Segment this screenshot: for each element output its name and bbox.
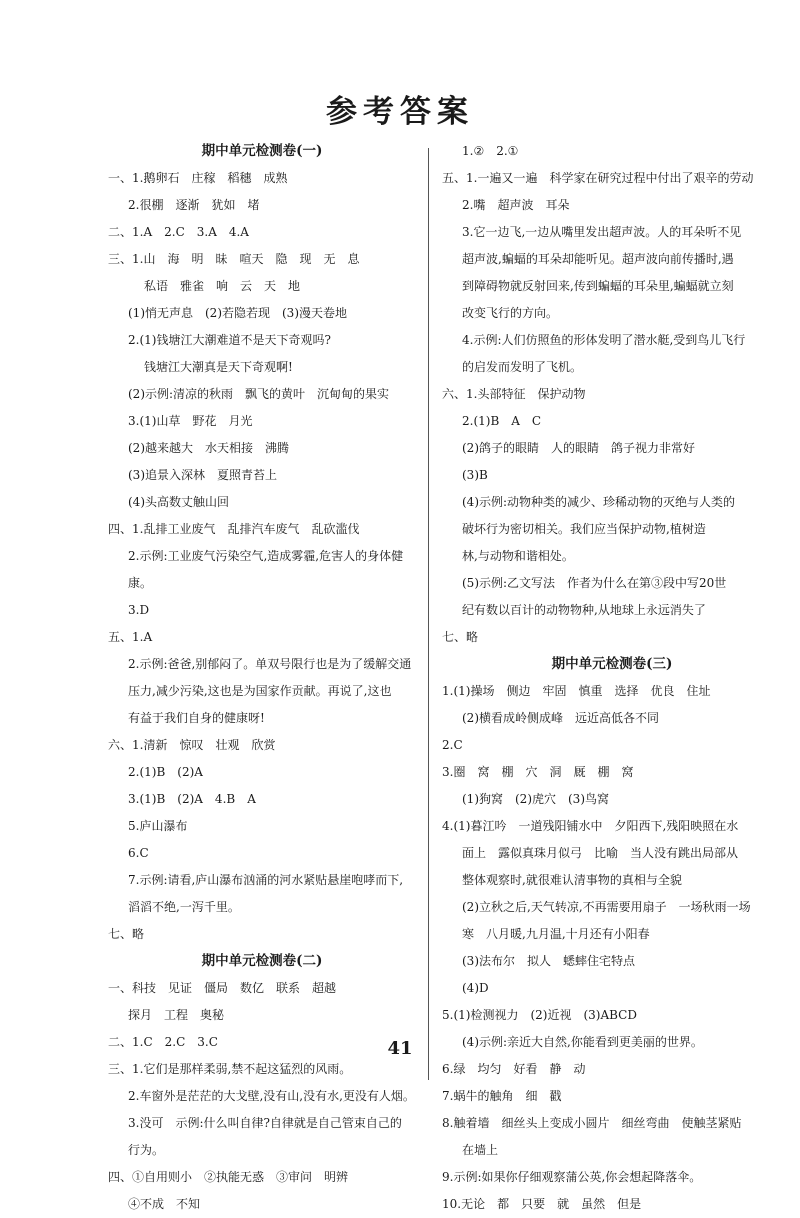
page-number: 41 [387, 1038, 413, 1059]
answer-line: 四、1.乱排工业废气 乱排汽车废气 乱砍滥伐 [108, 522, 360, 536]
answer-line: 2.示例:爸爸,别郁闷了。单双号限行也是为了缓解交通 [128, 657, 412, 671]
answer-line: 面上 露似真珠月似弓 比喻 当人没有跳出局部从 [462, 846, 739, 860]
answer-line: 1.(1)操场 侧边 牢固 慎重 选择 优良 住址 [442, 684, 711, 698]
answer-line: (3)追景入深林 夏照青苔上 [128, 468, 277, 482]
answer-line: 压力,减少污染,这也是为国家作贡献。再说了,这也 [128, 684, 392, 698]
answer-line: (2)立秋之后,天气转凉,不再需要用扇子 一场秋雨一场 [462, 900, 751, 914]
answer-line: 9.示例:如果你仔细观察蒲公英,你会想起降落伞。 [442, 1170, 702, 1184]
answer-line: 到障碍物就反射回来,传到蝙蝠的耳朵里,蝙蝠就立刻 [462, 279, 734, 293]
column-divider [428, 148, 429, 1080]
answer-line: (3)B [462, 468, 488, 482]
section-heading: 期中单元检测卷(三) [551, 656, 673, 672]
answer-line: 10.无论 都 只要 就 虽然 但是 [442, 1197, 642, 1211]
answer-line: (2)鸽子的眼睛 人的眼睛 鸽子视力非常好 [462, 441, 695, 455]
answer-line: 纪有数以百计的动物物种,从地球上永远消失了 [462, 603, 706, 617]
answer-line: (4)头高数丈触山回 [128, 495, 229, 509]
answer-line: 4.(1)暮江吟 一道残阳铺水中 夕阳西下,残阳映照在水 [442, 819, 739, 833]
answer-line: (1)悄无声息 (2)若隐若现 (3)漫天卷地 [128, 306, 347, 320]
answer-line: 林,与动物和谐相处。 [462, 549, 574, 563]
answer-line: 3.圈 窝 棚 穴 洞 厩 棚 窝 [442, 765, 634, 779]
answer-line: 3.没可 示例:什么叫自律?自律就是自己管束自己的 [128, 1116, 402, 1130]
answer-line: (2)示例:清凉的秋雨 飘飞的黄叶 沉甸甸的果实 [128, 387, 390, 401]
answer-line: 整体观察时,就很难认清事物的真相与全貌 [462, 873, 682, 887]
answer-line: 一、1.鹅卵石 庄稼 稻穗 成熟 [108, 171, 288, 185]
answer-line: 七、略 [442, 630, 479, 644]
answer-line: 4.示例:人们仿照鱼的形体发明了潜水艇,受到鸟儿飞行 [462, 333, 746, 347]
answer-line: ④不成 不知 [128, 1197, 201, 1211]
answer-line: 的启发而发明了飞机。 [462, 360, 583, 374]
answer-line: 四、①自用则小 ②执能无惑 ③审问 明辨 [108, 1170, 349, 1184]
answer-line: 改变飞行的方向。 [462, 306, 559, 320]
answer-line: (4)示例:动物种类的减少、珍稀动物的灭绝与人类的 [462, 495, 736, 509]
answer-line: 钱塘江大潮真是天下奇观啊! [144, 360, 293, 374]
answer-line: 2.(1)B A C [462, 414, 542, 428]
answer-line: 7.示例:请看,庐山瀑布汹涌的河水紧贴悬崖咆哮而下, [128, 873, 404, 887]
answer-line: 2.(1)钱塘江大潮难道不是天下奇观吗? [128, 333, 331, 347]
answer-line: (1)狗窝 (2)虎穴 (3)鸟窝 [462, 792, 609, 806]
answer-line: 6.C [128, 846, 149, 860]
answer-line: 康。 [128, 576, 153, 590]
answer-line: 六、1.头部特征 保护动物 [442, 387, 586, 401]
answer-line: (2)越来越大 水天相接 沸腾 [128, 441, 289, 455]
answer-line: 一、科技 见证 僵局 数亿 联系 超越 [108, 981, 337, 995]
answer-line: 5.庐山瀑布 [128, 819, 188, 833]
answer-line: 1.② 2.① [462, 144, 519, 158]
answer-line: 2.车窗外是茫茫的大戈壁,没有山,没有水,更没有人烟。 [128, 1089, 415, 1103]
answer-line: 2.C [442, 738, 463, 752]
answer-line: 三、1.它们是那样柔弱,禁不起这猛烈的风雨。 [108, 1062, 352, 1076]
answer-line: (4)D [462, 981, 489, 995]
answer-line: 二、1.C 2.C 3.C [108, 1035, 218, 1049]
answer-line: 3.(1)B (2)A 4.B A [128, 792, 256, 806]
answer-line: 有益于我们自身的健康呀! [128, 711, 265, 725]
answer-line: 二、1.A 2.C 3.A 4.A [108, 225, 249, 239]
answer-line: 私语 雅雀 响 云 天 地 [144, 279, 301, 293]
answer-line: 在墙上 [462, 1143, 499, 1157]
section-heading: 期中单元检测卷(二) [201, 953, 323, 969]
answer-line: 2.示例:工业废气污染空气,造成雾霾,危害人的身体健 [128, 549, 404, 563]
answer-line: 5.(1)检测视力 (2)近视 (3)ABCD [442, 1008, 637, 1022]
answer-line: 三、1.山 海 明 昧 喧天 隐 现 无 息 [108, 252, 360, 266]
answer-line: 2.嘴 超声波 耳朵 [462, 198, 570, 212]
answer-line: 破坏行为密切相关。我们应当保护动物,植树造 [462, 522, 706, 536]
answer-line: (2)横看成岭侧成峰 远近高低各不同 [462, 711, 659, 725]
answer-line: 2.很棚 逐渐 犹如 堵 [128, 198, 260, 212]
answer-line: 滔滔不绝,一泻千里。 [128, 900, 240, 914]
answer-line: 2.(1)B (2)A [128, 765, 203, 779]
answer-line: 3.它一边飞,一边从嘴里发出超声波。人的耳朵听不见 [462, 225, 742, 239]
answer-line: 3.D [128, 603, 150, 617]
answer-line: (3)法布尔 拟人 蟋蟀住宅特点 [462, 954, 635, 968]
answer-line: 五、1.一遍又一遍 科学家在研究过程中付出了艰辛的劳动 [442, 171, 754, 185]
page-title: 参考答案 [326, 94, 474, 130]
answer-line: 超声波,蝙蝠的耳朵却能听见。超声波向前传播时,遇 [462, 252, 734, 266]
answer-line: (5)示例:乙文写法 作者为什么在第③段中写20世 [462, 576, 727, 590]
answer-line: 8.触着墙 细丝头上变成小圆片 细丝弯曲 使触茎紧贴 [442, 1116, 742, 1130]
answer-line: 行为。 [128, 1143, 165, 1157]
answer-line: 7.蜗牛的触角 细 戳 [442, 1089, 562, 1103]
answer-line: 寒 八月暖,九月温,十月还有小阳春 [462, 927, 650, 941]
answer-line: 七、略 [108, 927, 145, 941]
answer-line: 3.(1)山草 野花 月光 [128, 414, 253, 428]
section-heading: 期中单元检测卷(一) [201, 143, 323, 159]
answer-line: (4)示例:亲近大自然,你能看到更美丽的世界。 [462, 1035, 703, 1049]
answer-line: 6.绿 均匀 好看 静 动 [442, 1062, 586, 1076]
answer-line: 探月 工程 奥秘 [128, 1008, 225, 1022]
answer-line: 五、1.A [108, 630, 153, 644]
answer-line: 六、1.清新 惊叹 壮观 欣赏 [108, 738, 276, 752]
